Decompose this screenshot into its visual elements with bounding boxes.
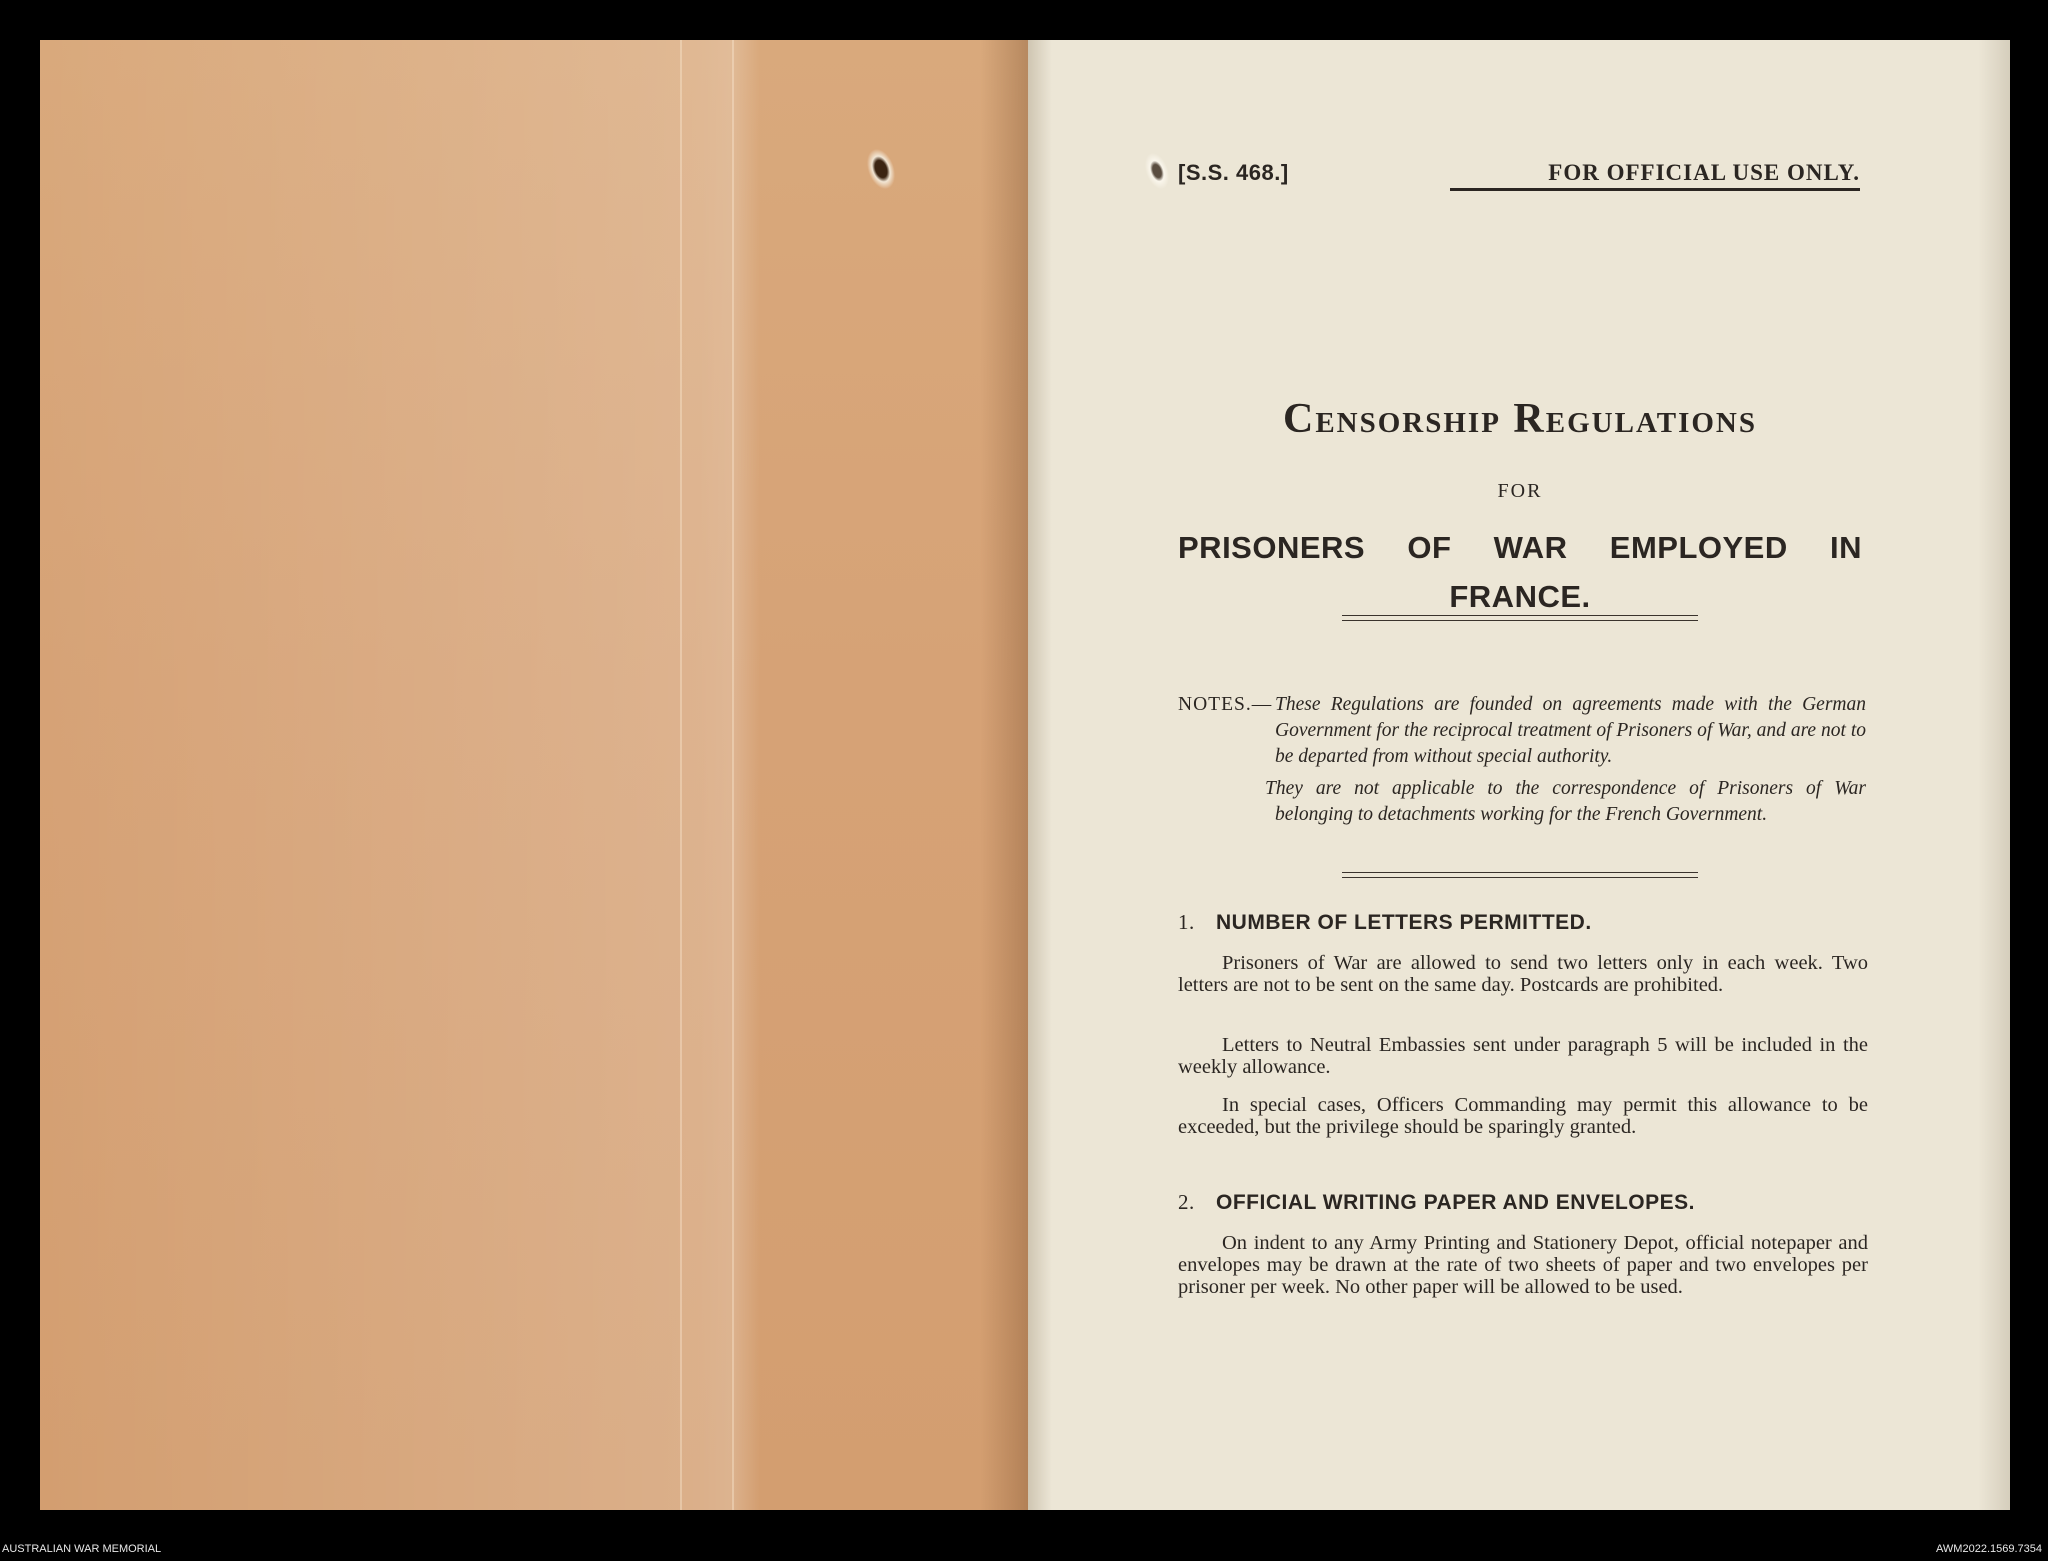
page-crease: [732, 40, 734, 1510]
document-title: Censorship Regulations: [1283, 396, 1757, 442]
section-paragraph: Letters to Neutral Embassies sent under paragraph 5 will be included in the weekly allowance.: [1178, 1034, 1868, 1078]
section-number: 1.: [1178, 910, 1195, 934]
inside-cover-page: [40, 40, 1028, 1510]
notes-paragraph: These Regulations are founded on agreements made with the German Government for the reciprocal treatment of Prisoners of War, and are not to be departed from without special authority.: [1275, 694, 1866, 767]
classification-marking: FOR OFFICIAL USE ONLY.: [1450, 160, 1860, 191]
section-paragraph: On indent to any Army Printing and Stationery Depot, official notepaper and envelopes may be drawn at the rate of two sheets of paper and two envelopes per prisoner per week. No other paper will be allowed to be used.: [1178, 1232, 1868, 1298]
title-page: [1028, 40, 2010, 1510]
document-reference: [S.S. 468.]: [1178, 160, 1289, 185]
footer-institution: AUSTRALIAN WAR MEMORIAL: [2, 1543, 162, 1555]
title-for: FOR: [1497, 480, 1543, 502]
staple-hole: [1140, 149, 1174, 192]
double-rule-divider: [1342, 615, 1698, 621]
notes-label: NOTES.—: [1178, 694, 1273, 715]
section-paragraph: Prisoners of War are allowed to send two letters only in each week. Two letters are not to be sent on the same day. Postcards are prohibited.: [1178, 952, 1868, 996]
staple-hole: [862, 145, 901, 193]
notes-paragraph: They are not applicable to the correspondence of Prisoners of War belonging to detachments working for the French Government.: [1265, 778, 1866, 825]
section-heading: [1178, 910, 1862, 935]
document-subtitle-line2: FRANCE.: [1449, 579, 1591, 614]
page-crease: [680, 40, 682, 1510]
section-title: NUMBER OF LETTERS PERMITTED.: [1216, 911, 1592, 934]
section-paragraph: In special cases, Officers Commanding may permit this allowance to be exceeded, but the privilege should be sparingly granted.: [1178, 1094, 1868, 1138]
section-heading: [1178, 1190, 1862, 1215]
notes-block: [1178, 692, 1866, 828]
section-title: OFFICIAL WRITING PAPER AND ENVELOPES.: [1216, 1191, 1695, 1214]
footer-accession-number: AWM2022.1569.7354: [1936, 1543, 2042, 1555]
double-rule-divider: [1342, 872, 1698, 878]
section-number: 2.: [1178, 1190, 1195, 1214]
document-subtitle-line1: PRISONERS OF WAR EMPLOYED IN: [1178, 530, 1862, 565]
